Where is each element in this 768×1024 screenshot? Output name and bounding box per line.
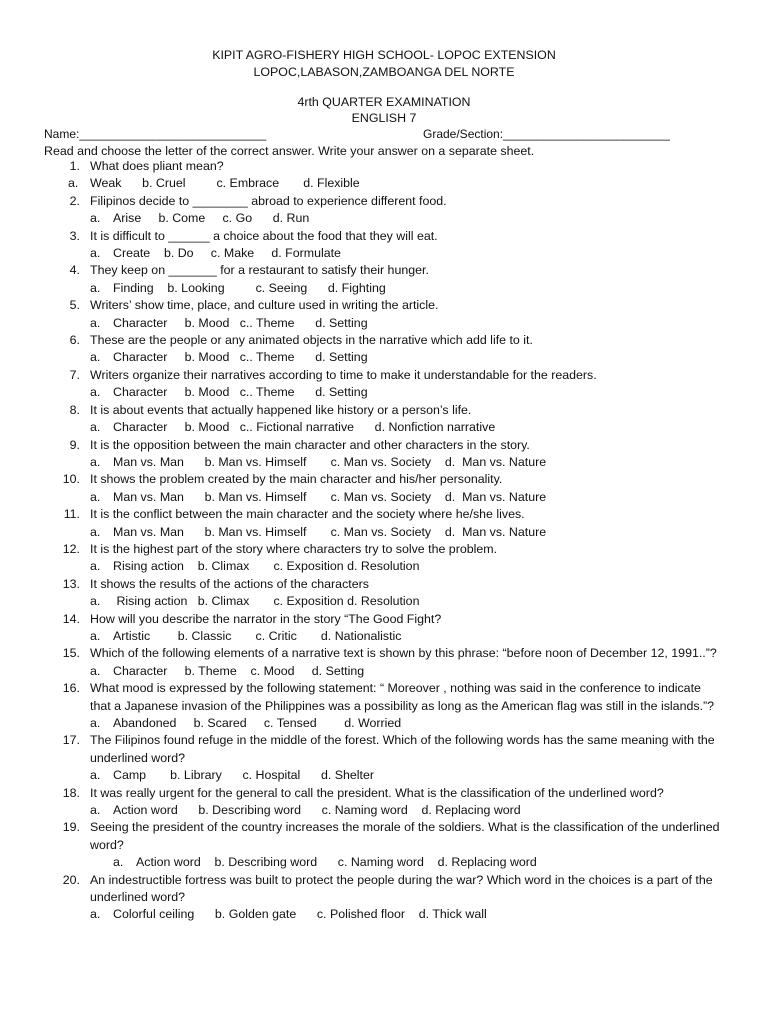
choice-letter: a.: [90, 628, 101, 643]
exam-title: 4rth QUARTER EXAMINATION: [297, 95, 471, 109]
question-prompt: Which of the following elements of a narrative text is shown by this phrase: “before noon of December 12, 1991..”?: [90, 646, 717, 661]
question-number: 16.: [62, 681, 80, 696]
answer-choices: [44, 663, 724, 680]
question-text: [44, 576, 724, 593]
question-item: [44, 471, 724, 506]
choice-letter: a.: [113, 855, 124, 870]
question-text: [44, 611, 724, 628]
choice-options: Character b. Mood c.. Theme d. Setting: [113, 350, 368, 365]
question-text: [44, 332, 724, 349]
question-number: 9.: [69, 437, 80, 452]
question-prompt: They keep on _______ for a restaurant to satisfy their hunger.: [90, 263, 429, 278]
answer-choices: [44, 245, 724, 262]
answer-choices: [44, 558, 724, 575]
question-prompt: It is about events that actually happened like history or a person’s life.: [90, 402, 472, 417]
question-item: [44, 611, 724, 646]
choice-options: Character b. Theme c. Mood d. Setting: [113, 663, 365, 678]
choice-letter: a.: [90, 489, 101, 504]
question-prompt: The Filipinos found refuge in the middle of the forest. Which of the following words has the same meaning with the underlined word?: [90, 733, 715, 765]
choice-options: Create b. Do c. Make d. Formulate: [113, 246, 341, 261]
choice-letter: a.: [68, 176, 79, 191]
question-item: [44, 332, 724, 367]
question-prompt: Writers’ show time, place, and culture used in writing the article.: [90, 298, 439, 313]
student-fields: [44, 126, 744, 143]
grade-section-field: Grade/Section:_________________________: [423, 127, 670, 141]
school-address: LOPOC,LABASON,ZAMBOANGA DEL NORTE: [253, 65, 515, 79]
choice-options: Man vs. Man b. Man vs. Himself c. Man vs. Society d. Man vs. Nature: [113, 454, 547, 469]
question-item: [44, 819, 724, 871]
question-prompt: It is difficult to ______ a choice about the food that they will eat.: [90, 228, 438, 243]
question-text: [44, 402, 724, 419]
question-text: [44, 193, 724, 210]
question-item: [44, 297, 724, 332]
question-prompt: It shows the problem created by the main character and his/her personality.: [90, 472, 503, 487]
question-prompt: It is the conflict between the main character and the society where he/she lives.: [90, 507, 525, 522]
question-item: [44, 193, 724, 228]
question-number: 15.: [62, 646, 80, 661]
choice-letter: a.: [90, 907, 101, 922]
choice-letter: a.: [90, 211, 101, 226]
answer-choices: [44, 384, 724, 401]
question-prompt: Seeing the president of the country increases the morale of the soldiers. What is the classification of the underlined word?: [90, 820, 720, 852]
choice-letter: a.: [90, 420, 101, 435]
question-number: 7.: [69, 367, 80, 382]
question-text: [44, 680, 724, 715]
answer-choices: [44, 767, 724, 784]
choice-options: Weak b. Cruel c. Embrace d. Flexible: [90, 176, 360, 191]
choice-letter: a.: [90, 559, 101, 574]
question-text: [44, 785, 724, 802]
answer-choices: [44, 280, 724, 297]
answer-choices: [44, 454, 724, 471]
question-text: [44, 158, 724, 175]
choice-options: Action word b. Describing word c. Naming word d. Replacing word: [113, 803, 521, 818]
answer-choices: [44, 628, 724, 645]
question-text: [44, 541, 724, 558]
answer-choices: [44, 210, 724, 227]
choice-options: Camp b. Library c. Hospital d. Shelter: [113, 768, 374, 783]
question-item: [44, 402, 724, 437]
choice-letter: a.: [90, 315, 101, 330]
choice-options: Character b. Mood c.. Fictional narrative d. Nonfiction narrative: [113, 420, 496, 435]
choice-letter: a.: [90, 454, 101, 469]
question-number: 14.: [62, 611, 80, 626]
school-name: KIPIT AGRO-FISHERY HIGH SCHOOL- LOPOC EXTENSION: [212, 48, 556, 62]
answer-choices: [44, 802, 724, 819]
question-prompt: It shows the results of the actions of the characters: [90, 576, 369, 591]
question-number: 12.: [62, 541, 80, 556]
question-item: [44, 437, 724, 472]
question-number: 6.: [69, 333, 80, 348]
question-prompt: What does pliant mean?: [90, 159, 224, 173]
choice-options: Character b. Mood c.. Theme d. Setting: [113, 315, 368, 330]
choice-options: Action word b. Describing word c. Naming word d. Replacing word: [136, 855, 537, 870]
choice-letter: a.: [90, 350, 101, 365]
question-number: 3.: [69, 228, 80, 243]
question-number: 17.: [62, 733, 80, 748]
question-item: [44, 680, 724, 732]
question-prompt: What mood is expressed by the following statement: “ Moreover , nothing was said in the conference to indicate that a Japanese invasion of the Philippines was a possibility as long as the American flag was still in the islands.”?: [90, 681, 715, 713]
question-number: 11.: [63, 507, 80, 522]
choice-letter: a.: [90, 663, 101, 678]
answer-choices: [44, 524, 724, 541]
question-prompt: Writers organize their narratives according to time to make it understandable for the readers.: [90, 367, 597, 382]
answer-choices: [44, 715, 724, 732]
answer-choices: [44, 175, 724, 192]
answer-choices: [44, 489, 724, 506]
choice-options: Man vs. Man b. Man vs. Himself c. Man vs. Society d. Man vs. Nature: [113, 524, 547, 539]
question-number: 8.: [69, 402, 80, 417]
question-item: [44, 367, 724, 402]
question-prompt: An indestructible fortress was built to protect the people during the war? Which word in the choices is a part of the underlined word?: [90, 872, 713, 905]
question-item: [44, 872, 724, 924]
choice-options: Abandoned b. Scared c. Tensed d. Worried: [113, 716, 402, 730]
question-item: [44, 732, 724, 784]
question-text: [44, 732, 724, 767]
question-prompt: These are the people or any animated objects in the narrative which add life to it.: [90, 333, 533, 348]
choice-options: Character b. Mood c.. Theme d. Setting: [113, 385, 368, 400]
question-list: [44, 158, 724, 924]
question-prompt: It is the highest part of the story where characters try to solve the problem.: [90, 541, 498, 556]
answer-choices: [44, 854, 724, 871]
choice-letter: a.: [90, 246, 101, 261]
answer-choices: [44, 593, 724, 610]
choice-options: Man vs. Man b. Man vs. Himself c. Man vs. Society d. Man vs. Nature: [113, 489, 547, 504]
question-number: 20.: [62, 872, 80, 887]
question-item: [44, 158, 724, 193]
question-number: 1.: [69, 159, 80, 173]
question-text: [44, 228, 724, 245]
choice-options: Rising action b. Climax c. Exposition d. Resolution: [113, 559, 420, 574]
question-number: 4.: [69, 263, 80, 278]
question-number: 13.: [62, 576, 80, 591]
question-text: [44, 367, 724, 384]
choice-options: Rising action b. Climax c. Exposition d. Resolution: [113, 594, 420, 609]
question-text: [44, 819, 724, 854]
question-item: [44, 228, 724, 263]
question-number: 2.: [69, 193, 80, 208]
question-item: [44, 541, 724, 576]
answer-choices: [44, 419, 724, 436]
question-prompt: Filipinos decide to ________ abroad to experience different food.: [90, 193, 447, 208]
question-prompt: It is the opposition between the main character and other characters in the story.: [90, 437, 530, 452]
choice-letter: a.: [90, 524, 101, 539]
question-number: 19.: [62, 820, 80, 835]
choice-letter: a.: [90, 594, 101, 609]
choice-letter: a.: [90, 385, 101, 400]
question-number: 10.: [62, 472, 80, 487]
answer-choices: [44, 349, 724, 366]
question-item: [44, 576, 724, 611]
question-number: 18.: [62, 785, 80, 800]
question-number: 5.: [69, 298, 80, 313]
question-text: [44, 437, 724, 454]
choice-letter: a.: [90, 768, 101, 783]
question-text: [44, 297, 724, 314]
answer-choices: [44, 906, 724, 923]
question-item: [44, 785, 724, 820]
choice-options: Finding b. Looking c. Seeing d. Fighting: [113, 280, 386, 295]
instructions: Read and choose the letter of the correct answer. Write your answer on a separate sheet.: [44, 144, 535, 158]
question-prompt: It was really urgent for the general to call the president. What is the classification of the underlined word?: [90, 785, 664, 800]
subject-title: ENGLISH 7: [351, 111, 417, 125]
question-text: [44, 262, 724, 279]
choice-options: Arise b. Come c. Go d. Run: [113, 211, 310, 226]
answer-choices: [44, 315, 724, 332]
question-text: [44, 645, 724, 662]
name-field: Name:____________________________: [44, 127, 267, 141]
question-item: [44, 262, 724, 297]
choice-letter: a.: [90, 803, 101, 818]
question-text: [44, 471, 724, 488]
question-text: [44, 872, 724, 907]
choice-letter: a.: [90, 716, 101, 730]
choice-options: Colorful ceiling b. Golden gate c. Polished floor d. Thick wall: [113, 907, 487, 922]
question-item: [44, 645, 724, 680]
question-text: [44, 506, 724, 523]
question-item: [44, 506, 724, 541]
question-prompt: How will you describe the narrator in the story “The Good Fight?: [90, 611, 442, 626]
choice-options: Artistic b. Classic c. Critic d. Nationalistic: [113, 628, 402, 643]
choice-letter: a.: [90, 280, 101, 295]
